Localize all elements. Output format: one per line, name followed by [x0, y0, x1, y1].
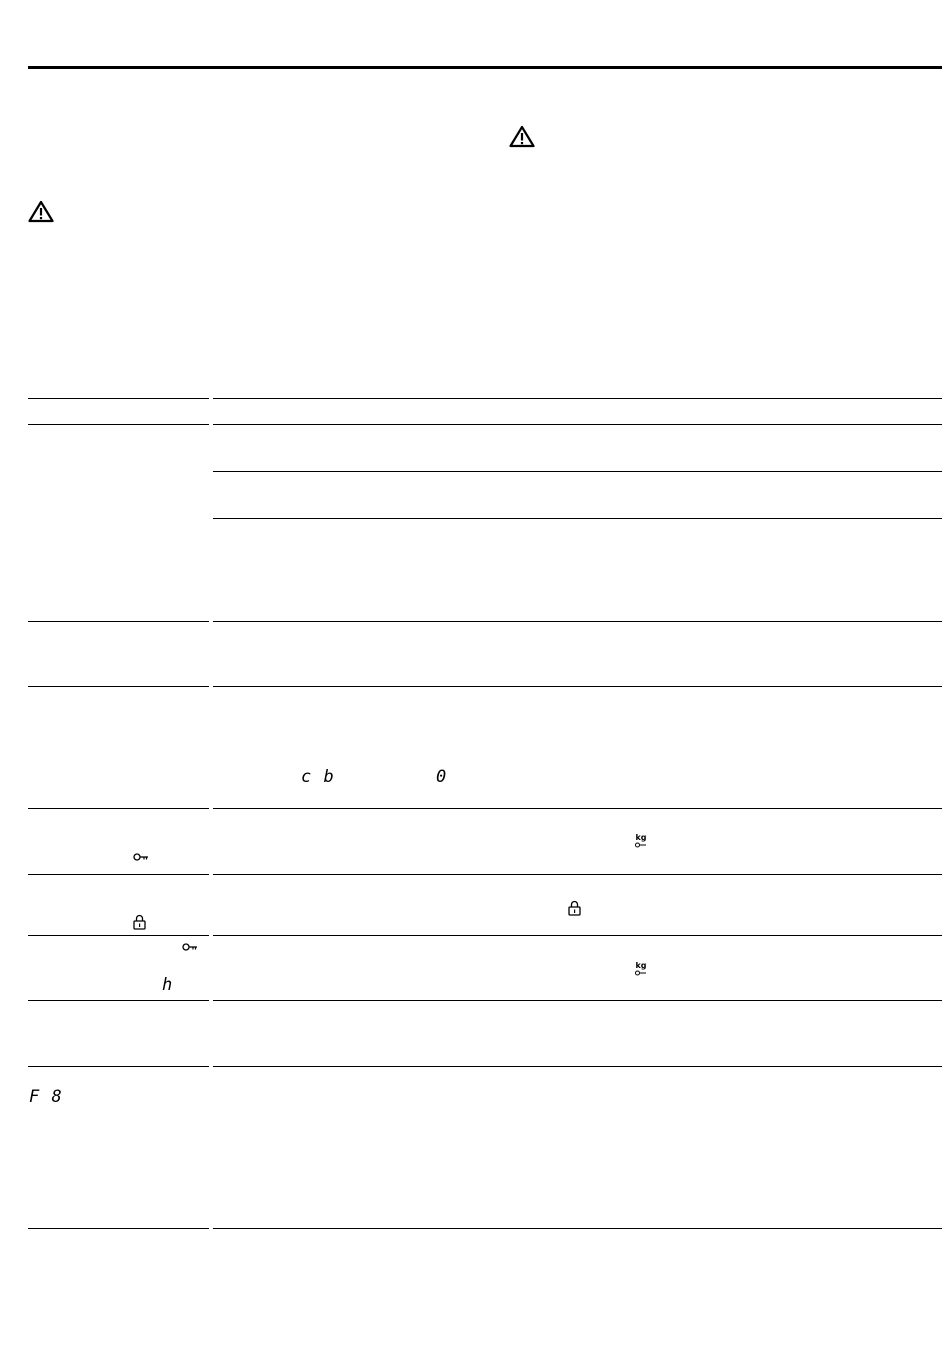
top-rule	[28, 66, 942, 69]
table-rule	[213, 1066, 942, 1067]
table-rule	[213, 424, 942, 425]
table-rule	[213, 686, 942, 687]
kg-label: kg	[635, 833, 647, 842]
warning-icon	[28, 200, 54, 223]
table-rule	[28, 424, 209, 425]
table-rule	[28, 1000, 209, 1001]
table-rule	[28, 686, 209, 687]
table-rule	[28, 808, 209, 809]
display-code: c b	[301, 767, 335, 787]
table-rule	[213, 518, 942, 519]
warning-icon	[509, 125, 535, 148]
padlock-icon	[133, 914, 146, 930]
padlock-icon	[568, 900, 581, 916]
kg-label: kg	[635, 961, 647, 970]
display-code: 0	[436, 767, 448, 787]
table-rule	[28, 1228, 209, 1229]
table-rule	[213, 398, 942, 399]
kg-weight-icon	[635, 834, 647, 848]
table-rule	[213, 874, 942, 875]
display-code: h	[162, 975, 174, 995]
table-rule	[213, 808, 942, 809]
display-code: F 8	[29, 1087, 63, 1107]
kg-weight-icon	[635, 962, 647, 976]
table-rule	[213, 471, 942, 472]
table-rule	[28, 621, 209, 622]
key-icon	[182, 942, 198, 952]
table-rule	[213, 621, 942, 622]
table-rule	[28, 398, 209, 399]
table-rule	[28, 1066, 209, 1067]
table-rule	[28, 935, 209, 936]
table-rule	[28, 874, 209, 875]
table-rule	[213, 935, 942, 936]
table-rule	[213, 1000, 942, 1001]
key-icon	[133, 852, 149, 862]
table-rule	[213, 1228, 942, 1229]
